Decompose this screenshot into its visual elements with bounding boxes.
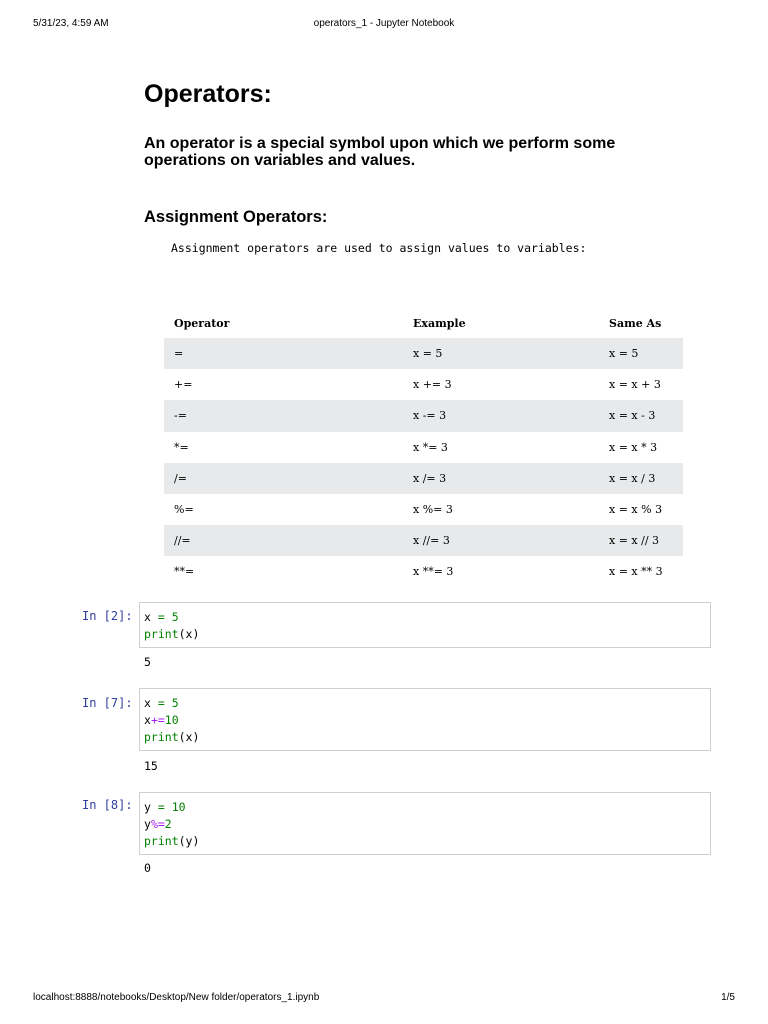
table-cell: x /= 3 [403, 463, 599, 494]
table-cell: //= [164, 525, 403, 556]
code-line: print(y) [144, 834, 200, 848]
cell-prompt: In [2]: [82, 609, 133, 623]
table-header: Example [413, 316, 466, 330]
table-cell: x *= 3 [413, 440, 448, 454]
table-row [164, 400, 683, 431]
table-header: Operator [174, 316, 230, 330]
table-row [164, 338, 683, 369]
code-line: print(x) [144, 627, 200, 641]
table-row [164, 432, 683, 463]
table-cell: x -= 3 [403, 400, 599, 431]
cell-prompt: In [7]: [82, 696, 133, 710]
table-cell: = [164, 338, 403, 369]
table-cell: += [174, 378, 193, 392]
table-row [164, 525, 683, 556]
code-line: x+=10 [144, 713, 179, 727]
code-input[interactable] [139, 602, 711, 648]
section-description: Assignment operators are used to assign values to variables: [171, 241, 587, 255]
table-cell: *= [174, 440, 189, 454]
cell-output: 5 [144, 655, 151, 669]
table-cell: /= [164, 463, 403, 494]
page-title: Operators: [144, 80, 272, 108]
print-date: 5/31/23, 4:59 AM [33, 18, 109, 29]
code-line: y = 10 [144, 800, 186, 814]
code-line: x = 5 [144, 610, 179, 624]
print-title: operators_1 - Jupyter Notebook [313, 18, 455, 29]
table-cell: x = x * 3 [609, 440, 658, 454]
table-cell: x += 3 [413, 378, 452, 392]
code-block [140, 603, 710, 649]
print-page-number: 1/5 [721, 992, 735, 1003]
table-cell: x **= 3 [413, 565, 454, 579]
table-cell: x = x - 3 [599, 400, 683, 431]
table-cell: x = x // 3 [599, 525, 683, 556]
table-cell: x = x + 3 [609, 378, 661, 392]
table-row [164, 369, 683, 400]
table-cell: x = 5 [599, 338, 683, 369]
table-cell: x = x / 3 [599, 463, 683, 494]
code-input[interactable] [139, 792, 711, 855]
cell-prompt: In [8]: [82, 798, 133, 812]
operators-table [164, 308, 683, 588]
code-input[interactable] [139, 688, 711, 751]
table-header: Same As [609, 316, 662, 330]
table-row [164, 494, 683, 525]
table-cell: x = 5 [403, 338, 599, 369]
table-cell: x //= 3 [403, 525, 599, 556]
code-line: y%=2 [144, 817, 172, 831]
table-cell: -= [164, 400, 403, 431]
table-header-row [164, 308, 683, 338]
code-block [140, 689, 710, 752]
table-cell: x %= 3 [413, 503, 453, 517]
print-header [33, 18, 735, 32]
cell-output: 0 [144, 861, 151, 875]
code-line: print(x) [144, 730, 200, 744]
table-cell: x = x % 3 [609, 503, 663, 517]
section-heading: Assignment Operators: [144, 208, 328, 226]
table-row [164, 556, 683, 587]
print-url: localhost:8888/notebooks/Desktop/New folder/operators_1.ipynb [33, 992, 320, 1003]
table-cell: x = x ** 3 [609, 565, 663, 579]
print-footer [33, 992, 735, 1006]
table-row [164, 463, 683, 494]
lead-paragraph: An operator is a special symbol upon which we perform some operations on variables and values. [144, 135, 616, 169]
code-block [140, 793, 710, 856]
code-line: x = 5 [144, 696, 179, 710]
table-cell: **= [174, 565, 195, 579]
table-cell: %= [174, 503, 194, 517]
cell-output: 15 [144, 759, 158, 773]
